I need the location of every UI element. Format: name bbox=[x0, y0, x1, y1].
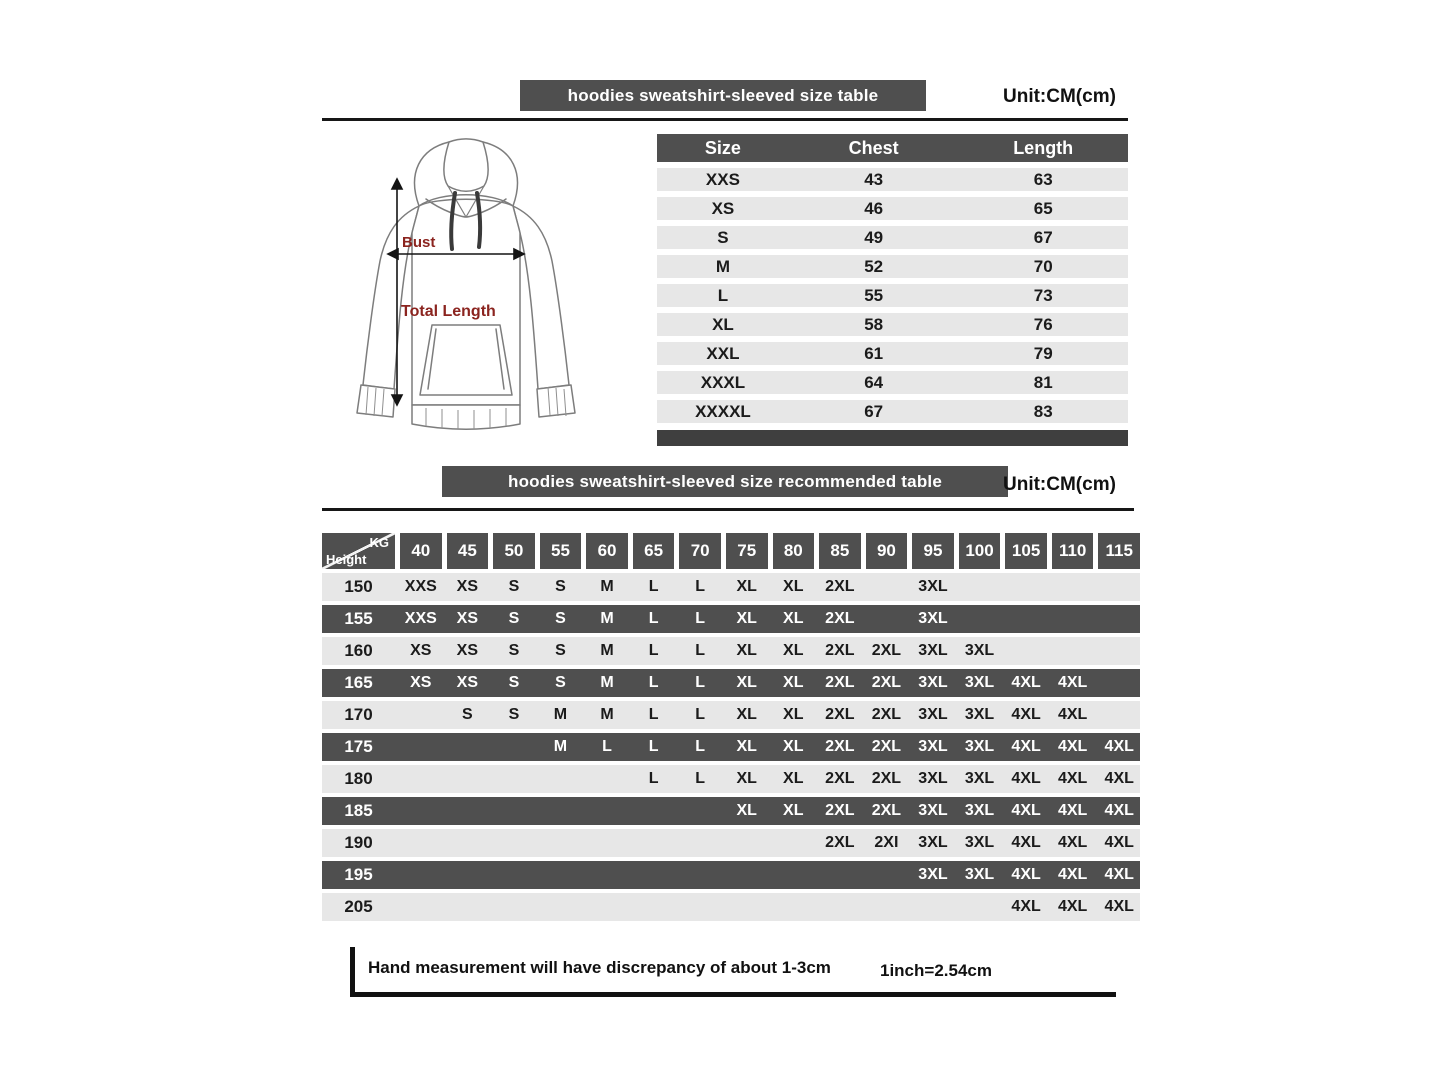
empty-cell bbox=[400, 861, 442, 889]
hood bbox=[415, 142, 518, 206]
size-table-cell: 76 bbox=[1033, 314, 1053, 334]
size-table-cell: 73 bbox=[1033, 285, 1053, 305]
size-recommendation-cell: 3XL bbox=[918, 738, 948, 755]
size-recommendation-cell: 2XL bbox=[871, 642, 902, 659]
size-recommendation-matrix bbox=[322, 533, 1140, 921]
measurement-note: Hand measurement will have discrepancy of about 1-3cm bbox=[368, 958, 831, 977]
size-recommendation-cell: S bbox=[462, 706, 473, 723]
size-recommendation-cell: 4XL bbox=[1104, 770, 1134, 787]
weight-col-95: 95 bbox=[912, 533, 954, 569]
weight-col-105: 105 bbox=[1005, 533, 1047, 569]
size-recommendation-cell: M bbox=[600, 674, 614, 691]
size-table-cell: 70 bbox=[1033, 256, 1053, 276]
size-row-m bbox=[657, 255, 1128, 278]
size-recommendation-cell: S bbox=[555, 674, 566, 691]
empty-cell bbox=[1052, 637, 1094, 665]
size-table-cell: 43 bbox=[864, 169, 884, 189]
empty-cell bbox=[773, 861, 815, 889]
empty-cell bbox=[540, 861, 582, 889]
height-label: 205 bbox=[344, 897, 373, 916]
size-table-cell: L bbox=[717, 285, 729, 305]
size-recommendation-cell: 4XL bbox=[1057, 738, 1088, 755]
empty-cell bbox=[586, 829, 628, 857]
empty-cell bbox=[540, 765, 582, 793]
size-table-title: hoodies sweatshirt-sleeved size table bbox=[520, 80, 926, 111]
empty-cell bbox=[493, 797, 535, 825]
size-row-s bbox=[657, 226, 1128, 249]
size-recommendation-cell: L bbox=[695, 610, 706, 627]
size-recommendation-cell: 4XL bbox=[1057, 834, 1088, 851]
size-table-col-chest: Chest bbox=[848, 137, 899, 158]
empty-cell bbox=[447, 861, 489, 889]
size-recommendation-cell: 4XL bbox=[1011, 738, 1041, 755]
size-recommendation-cell: XL bbox=[783, 578, 804, 595]
size-recommendation-cell: XS bbox=[456, 674, 479, 691]
size-recommendation-cell: S bbox=[508, 578, 520, 595]
matrix-rows bbox=[322, 573, 1140, 921]
size-recommendation-cell: 3XL bbox=[964, 834, 995, 851]
size-recommendation-cell: L bbox=[695, 642, 706, 659]
size-recommendation-cell: XL bbox=[783, 706, 804, 723]
hood-top-line bbox=[449, 139, 483, 142]
empty-cell bbox=[1005, 605, 1047, 633]
size-recommendation-cell: 4XL bbox=[1057, 802, 1088, 819]
size-recommendation-cell: M bbox=[600, 706, 614, 723]
size-recommendation-cell: XL bbox=[736, 802, 757, 819]
empty-cell bbox=[1098, 605, 1140, 633]
size-recommendation-cell: 3XL bbox=[964, 738, 995, 755]
size-table-cell: 55 bbox=[864, 285, 884, 305]
empty-cell bbox=[726, 861, 768, 889]
size-recommendation-cell: 2XL bbox=[825, 610, 855, 627]
size-table-cell: 49 bbox=[864, 227, 884, 247]
size-recommendation-cell: S bbox=[508, 642, 520, 659]
size-recommendation-cell: 4XL bbox=[1104, 898, 1134, 915]
empty-cell bbox=[679, 829, 721, 857]
weight-col-70: 70 bbox=[679, 533, 721, 569]
empty-cell bbox=[726, 829, 768, 857]
height-row-195 bbox=[322, 861, 1140, 889]
size-recommendation-cell: 4XL bbox=[1057, 866, 1088, 883]
size-recommendation-cell: L bbox=[648, 610, 659, 627]
size-table-cell: XL bbox=[712, 314, 734, 334]
size-recommendation-cell: L bbox=[602, 738, 612, 755]
empty-cell bbox=[633, 797, 675, 825]
empty-cell bbox=[493, 733, 535, 761]
empty-cell bbox=[400, 765, 442, 793]
empty-cell bbox=[773, 829, 815, 857]
size-recommendation-cell: 2XL bbox=[825, 802, 855, 819]
size-recommendation-cell: L bbox=[695, 738, 706, 755]
size-recommendation-cell: 4XL bbox=[1011, 706, 1041, 723]
size-table bbox=[657, 134, 1128, 446]
size-table-cell: 81 bbox=[1033, 372, 1053, 392]
weight-col-85: 85 bbox=[819, 533, 861, 569]
size-recommendation-cell: 3XL bbox=[918, 674, 948, 691]
total-length-label: Total Length bbox=[401, 303, 496, 320]
empty-cell bbox=[493, 861, 535, 889]
size-recommendation-cell: 2XL bbox=[871, 770, 902, 787]
size-recommendation-cell: 2XL bbox=[825, 642, 855, 659]
size-recommendation-cell: S bbox=[508, 674, 520, 691]
empty-cell bbox=[400, 829, 442, 857]
size-table-unit-label: Unit:CM(cm) bbox=[1003, 86, 1116, 107]
size-recommendation-cell: S bbox=[555, 578, 566, 595]
size-recommendation-cell: 4XL bbox=[1011, 674, 1041, 691]
size-recommendation-cell: S bbox=[555, 610, 566, 627]
empty-cell bbox=[1052, 573, 1094, 601]
size-recommendation-cell: 2XL bbox=[825, 706, 855, 723]
bust-label: Bust bbox=[402, 234, 436, 251]
hoodie-measurement-diagram bbox=[322, 133, 612, 455]
height-row-190 bbox=[322, 829, 1140, 857]
height-row-185 bbox=[322, 797, 1140, 825]
matrix-corner-cell bbox=[322, 533, 395, 569]
size-recommendation-cell: 3XL bbox=[918, 802, 948, 819]
empty-cell bbox=[447, 733, 489, 761]
empty-cell bbox=[1098, 573, 1140, 601]
empty-cell bbox=[447, 797, 489, 825]
size-recommendation-cell: 4XL bbox=[1011, 898, 1041, 915]
size-recommendation-cell: 2XL bbox=[871, 674, 902, 691]
height-label: 195 bbox=[344, 865, 373, 884]
size-recommendation-cell: XS bbox=[410, 642, 432, 659]
size-table-cell: 46 bbox=[864, 198, 884, 218]
height-label: 155 bbox=[344, 609, 373, 628]
size-table-cell: S bbox=[717, 227, 729, 247]
empty-cell bbox=[540, 893, 582, 921]
size-table-cell: 83 bbox=[1033, 401, 1053, 421]
size-recommendation-cell: 3XL bbox=[918, 610, 948, 627]
size-recommendation-cell: L bbox=[695, 578, 706, 595]
size-recommendation-cell: L bbox=[648, 674, 659, 691]
size-recommendation-cell: S bbox=[508, 610, 520, 627]
size-recommendation-cell: 4XL bbox=[1104, 738, 1134, 755]
height-label: 190 bbox=[344, 833, 373, 852]
empty-cell bbox=[959, 605, 1001, 633]
size-table-cell: 63 bbox=[1033, 169, 1053, 189]
size-table-bottom-bar bbox=[657, 430, 1128, 446]
weight-col-115: 115 bbox=[1098, 533, 1140, 569]
height-label: 160 bbox=[344, 641, 373, 660]
arrow-head-up bbox=[392, 179, 402, 189]
empty-cell bbox=[400, 733, 442, 761]
empty-cell bbox=[540, 797, 582, 825]
size-recommendation-cell: 3XL bbox=[964, 674, 995, 691]
weight-col-45: 45 bbox=[447, 533, 489, 569]
size-table-cell: XXS bbox=[705, 169, 740, 189]
size-table-cell: 79 bbox=[1033, 343, 1053, 363]
height-row-165 bbox=[322, 669, 1140, 697]
recommended-table-title: hoodies sweatshirt-sleeved size recommended table bbox=[442, 466, 1008, 497]
empty-cell bbox=[866, 861, 908, 889]
size-recommendation-cell: 4XL bbox=[1104, 802, 1134, 819]
size-table-header-row bbox=[657, 134, 1128, 162]
size-recommendation-cell: XL bbox=[783, 802, 804, 819]
weight-col-100: 100 bbox=[959, 533, 1001, 569]
height-row-180 bbox=[322, 765, 1140, 793]
size-recommendation-cell: L bbox=[648, 578, 659, 595]
empty-cell bbox=[1005, 573, 1047, 601]
empty-cell bbox=[819, 893, 861, 921]
size-table-col-length: Length bbox=[1013, 137, 1074, 158]
size-recommendation-cell: L bbox=[648, 706, 659, 723]
size-recommendation-cell: L bbox=[695, 770, 706, 787]
empty-cell bbox=[1005, 637, 1047, 665]
size-table-cell: 67 bbox=[1033, 227, 1053, 247]
size-recommendation-cell: 4XL bbox=[1011, 770, 1041, 787]
footer-bottom-line bbox=[350, 992, 1116, 997]
size-recommendation-cell: 2XL bbox=[871, 706, 902, 723]
empty-cell bbox=[400, 701, 442, 729]
size-table-cell: M bbox=[715, 256, 731, 276]
divider-line-top bbox=[322, 118, 1128, 121]
empty-cell bbox=[959, 573, 1001, 601]
weight-col-75: 75 bbox=[726, 533, 768, 569]
size-table-cell: 65 bbox=[1033, 198, 1053, 218]
size-recommendation-cell: 4XL bbox=[1057, 674, 1088, 691]
size-recommendation-cell: 2XI bbox=[874, 834, 899, 851]
size-recommendation-cell: 2XL bbox=[825, 834, 855, 851]
recommended-table-unit-label: Unit:CM(cm) bbox=[1003, 474, 1116, 495]
size-recommendation-cell: XL bbox=[783, 642, 804, 659]
empty-cell bbox=[726, 893, 768, 921]
empty-cell bbox=[912, 893, 954, 921]
size-recommendation-cell: 3XL bbox=[964, 770, 995, 787]
empty-cell bbox=[447, 829, 489, 857]
weight-col-65: 65 bbox=[633, 533, 675, 569]
size-recommendation-cell: 3XL bbox=[964, 706, 995, 723]
size-recommendation-cell: 2XL bbox=[871, 802, 902, 819]
weight-col-110: 110 bbox=[1052, 533, 1094, 569]
empty-cell bbox=[679, 797, 721, 825]
empty-cell bbox=[400, 893, 442, 921]
size-recommendation-cell: 4XL bbox=[1011, 866, 1041, 883]
size-recommendation-cell: S bbox=[555, 642, 566, 659]
size-recommendation-cell: XS bbox=[456, 610, 479, 627]
size-recommendation-cell: L bbox=[695, 706, 706, 723]
size-recommendation-cell: M bbox=[553, 706, 568, 723]
empty-cell bbox=[586, 861, 628, 889]
empty-cell bbox=[447, 893, 489, 921]
empty-cell bbox=[1098, 669, 1140, 697]
empty-cell bbox=[633, 861, 675, 889]
empty-cell bbox=[1098, 637, 1140, 665]
empty-cell bbox=[586, 893, 628, 921]
height-label: 185 bbox=[344, 801, 373, 820]
size-recommendation-cell: 3XL bbox=[918, 866, 948, 883]
size-recommendation-cell: S bbox=[508, 706, 520, 723]
size-row-xs bbox=[657, 197, 1128, 220]
matrix-header-row bbox=[322, 533, 1140, 569]
size-recommendation-cell: 2XL bbox=[825, 738, 855, 755]
size-recommendation-cell: 3XL bbox=[918, 834, 948, 851]
empty-cell bbox=[679, 893, 721, 921]
size-recommendation-cell: XL bbox=[736, 578, 757, 595]
size-table-cell: 52 bbox=[864, 256, 884, 276]
hem-band bbox=[412, 405, 520, 429]
weight-col-40: 40 bbox=[400, 533, 442, 569]
empty-cell bbox=[866, 573, 908, 601]
corner-height-label: Height bbox=[326, 552, 367, 567]
size-recommendation-cell: 3XL bbox=[918, 706, 948, 723]
size-recommendation-cell: 2XL bbox=[825, 770, 855, 787]
size-recommendation-cell: XS bbox=[456, 578, 479, 595]
size-row-l bbox=[657, 284, 1128, 307]
height-row-170 bbox=[322, 701, 1140, 729]
size-recommendation-cell: 3XL bbox=[964, 866, 995, 883]
empty-cell bbox=[493, 765, 535, 793]
size-table-cell: 61 bbox=[864, 343, 884, 363]
empty-cell bbox=[1052, 605, 1094, 633]
size-recommendation-cell: M bbox=[600, 642, 614, 659]
weight-col-80: 80 bbox=[773, 533, 815, 569]
empty-cell bbox=[866, 605, 908, 633]
height-label: 175 bbox=[344, 737, 373, 756]
empty-cell bbox=[633, 893, 675, 921]
size-row-xl bbox=[657, 313, 1128, 336]
footer-left-bar bbox=[350, 947, 355, 997]
size-recommendation-cell: 3XL bbox=[918, 642, 948, 659]
size-recommendation-cell: XL bbox=[736, 738, 757, 755]
empty-cell bbox=[773, 893, 815, 921]
size-recommendation-cell: XL bbox=[783, 738, 804, 755]
size-table-cell: 64 bbox=[864, 372, 884, 392]
empty-cell bbox=[586, 797, 628, 825]
size-recommendation-cell: 4XL bbox=[1011, 802, 1041, 819]
size-recommendation-cell: 4XL bbox=[1057, 706, 1088, 723]
size-recommendation-cell: L bbox=[695, 674, 706, 691]
inch-conversion-note: 1inch=2.54cm bbox=[880, 961, 992, 980]
weight-col-55: 55 bbox=[540, 533, 582, 569]
size-recommendation-cell: 3XL bbox=[964, 802, 995, 819]
height-row-150 bbox=[322, 573, 1140, 601]
weight-col-60: 60 bbox=[586, 533, 628, 569]
size-recommendation-cell: XL bbox=[736, 610, 757, 627]
size-recommendation-cell: L bbox=[648, 738, 659, 755]
weight-col-90: 90 bbox=[866, 533, 908, 569]
size-table-rows bbox=[657, 168, 1128, 423]
size-recommendation-cell: 4XL bbox=[1104, 866, 1134, 883]
size-recommendation-cell: XL bbox=[783, 610, 804, 627]
right-sleeve bbox=[513, 206, 569, 389]
kangaroo-pocket bbox=[420, 325, 512, 395]
empty-cell bbox=[447, 765, 489, 793]
size-recommendation-cell: M bbox=[600, 578, 614, 595]
size-recommendation-cell: 3XL bbox=[964, 642, 995, 659]
height-label: 165 bbox=[344, 673, 373, 692]
divider-line-middle bbox=[322, 508, 1134, 511]
empty-cell bbox=[679, 861, 721, 889]
size-row-xxs bbox=[657, 168, 1128, 191]
size-recommendation-cell: 4XL bbox=[1011, 834, 1041, 851]
size-recommendation-cell: XL bbox=[783, 770, 804, 787]
size-recommendation-cell: XL bbox=[736, 706, 757, 723]
size-recommendation-cell: M bbox=[600, 610, 614, 627]
empty-cell bbox=[400, 797, 442, 825]
size-recommendation-cell: 4XL bbox=[1104, 834, 1134, 851]
empty-cell bbox=[819, 861, 861, 889]
size-recommendation-cell: XL bbox=[783, 674, 804, 691]
size-recommendation-cell: XS bbox=[456, 642, 479, 659]
size-row-xxxxl bbox=[657, 400, 1128, 423]
size-recommendation-cell: 4XL bbox=[1057, 898, 1088, 915]
size-table-cell: XXXXL bbox=[695, 401, 751, 421]
empty-cell bbox=[959, 893, 1001, 921]
empty-cell bbox=[1098, 701, 1140, 729]
size-recommendation-cell: L bbox=[648, 770, 659, 787]
corner-kg-label: KG bbox=[369, 535, 389, 550]
size-table-cell: 58 bbox=[864, 314, 884, 334]
size-table-cell: XXXL bbox=[700, 372, 746, 392]
size-row-xxxl bbox=[657, 371, 1128, 394]
size-recommendation-cell: XXS bbox=[404, 610, 437, 627]
empty-cell bbox=[540, 829, 582, 857]
height-row-205 bbox=[322, 893, 1140, 921]
size-recommendation-cell: 2XL bbox=[825, 674, 855, 691]
height-label: 180 bbox=[344, 769, 373, 788]
height-row-155 bbox=[322, 605, 1140, 633]
empty-cell bbox=[866, 893, 908, 921]
height-row-175 bbox=[322, 733, 1140, 761]
size-recommendation-cell: XXS bbox=[404, 578, 437, 595]
size-recommendation-cell: M bbox=[553, 738, 568, 755]
height-label: 170 bbox=[344, 705, 373, 724]
size-table-cell: XXL bbox=[706, 343, 740, 363]
height-label: 150 bbox=[344, 577, 373, 596]
size-recommendation-cell: 4XL bbox=[1057, 770, 1088, 787]
empty-cell bbox=[633, 829, 675, 857]
empty-cell bbox=[493, 829, 535, 857]
size-recommendation-cell: 3XL bbox=[918, 770, 948, 787]
size-table-cell: XS bbox=[711, 198, 735, 218]
height-row-160 bbox=[322, 637, 1140, 665]
size-recommendation-cell: L bbox=[648, 642, 659, 659]
empty-cell bbox=[586, 765, 628, 793]
size-recommendation-cell: XL bbox=[736, 770, 757, 787]
size-table-cell: 67 bbox=[864, 401, 884, 421]
size-table-col-size: Size bbox=[704, 137, 741, 158]
size-recommendation-cell: 3XL bbox=[918, 578, 948, 595]
size-row-xxl bbox=[657, 342, 1128, 365]
size-recommendation-cell: 2XL bbox=[825, 578, 855, 595]
size-recommendation-cell: 2XL bbox=[871, 738, 902, 755]
empty-cell bbox=[493, 893, 535, 921]
size-recommendation-cell: XL bbox=[736, 642, 757, 659]
size-recommendation-cell: XS bbox=[410, 674, 432, 691]
size-recommendation-cell: XL bbox=[736, 674, 757, 691]
weight-col-50: 50 bbox=[493, 533, 535, 569]
